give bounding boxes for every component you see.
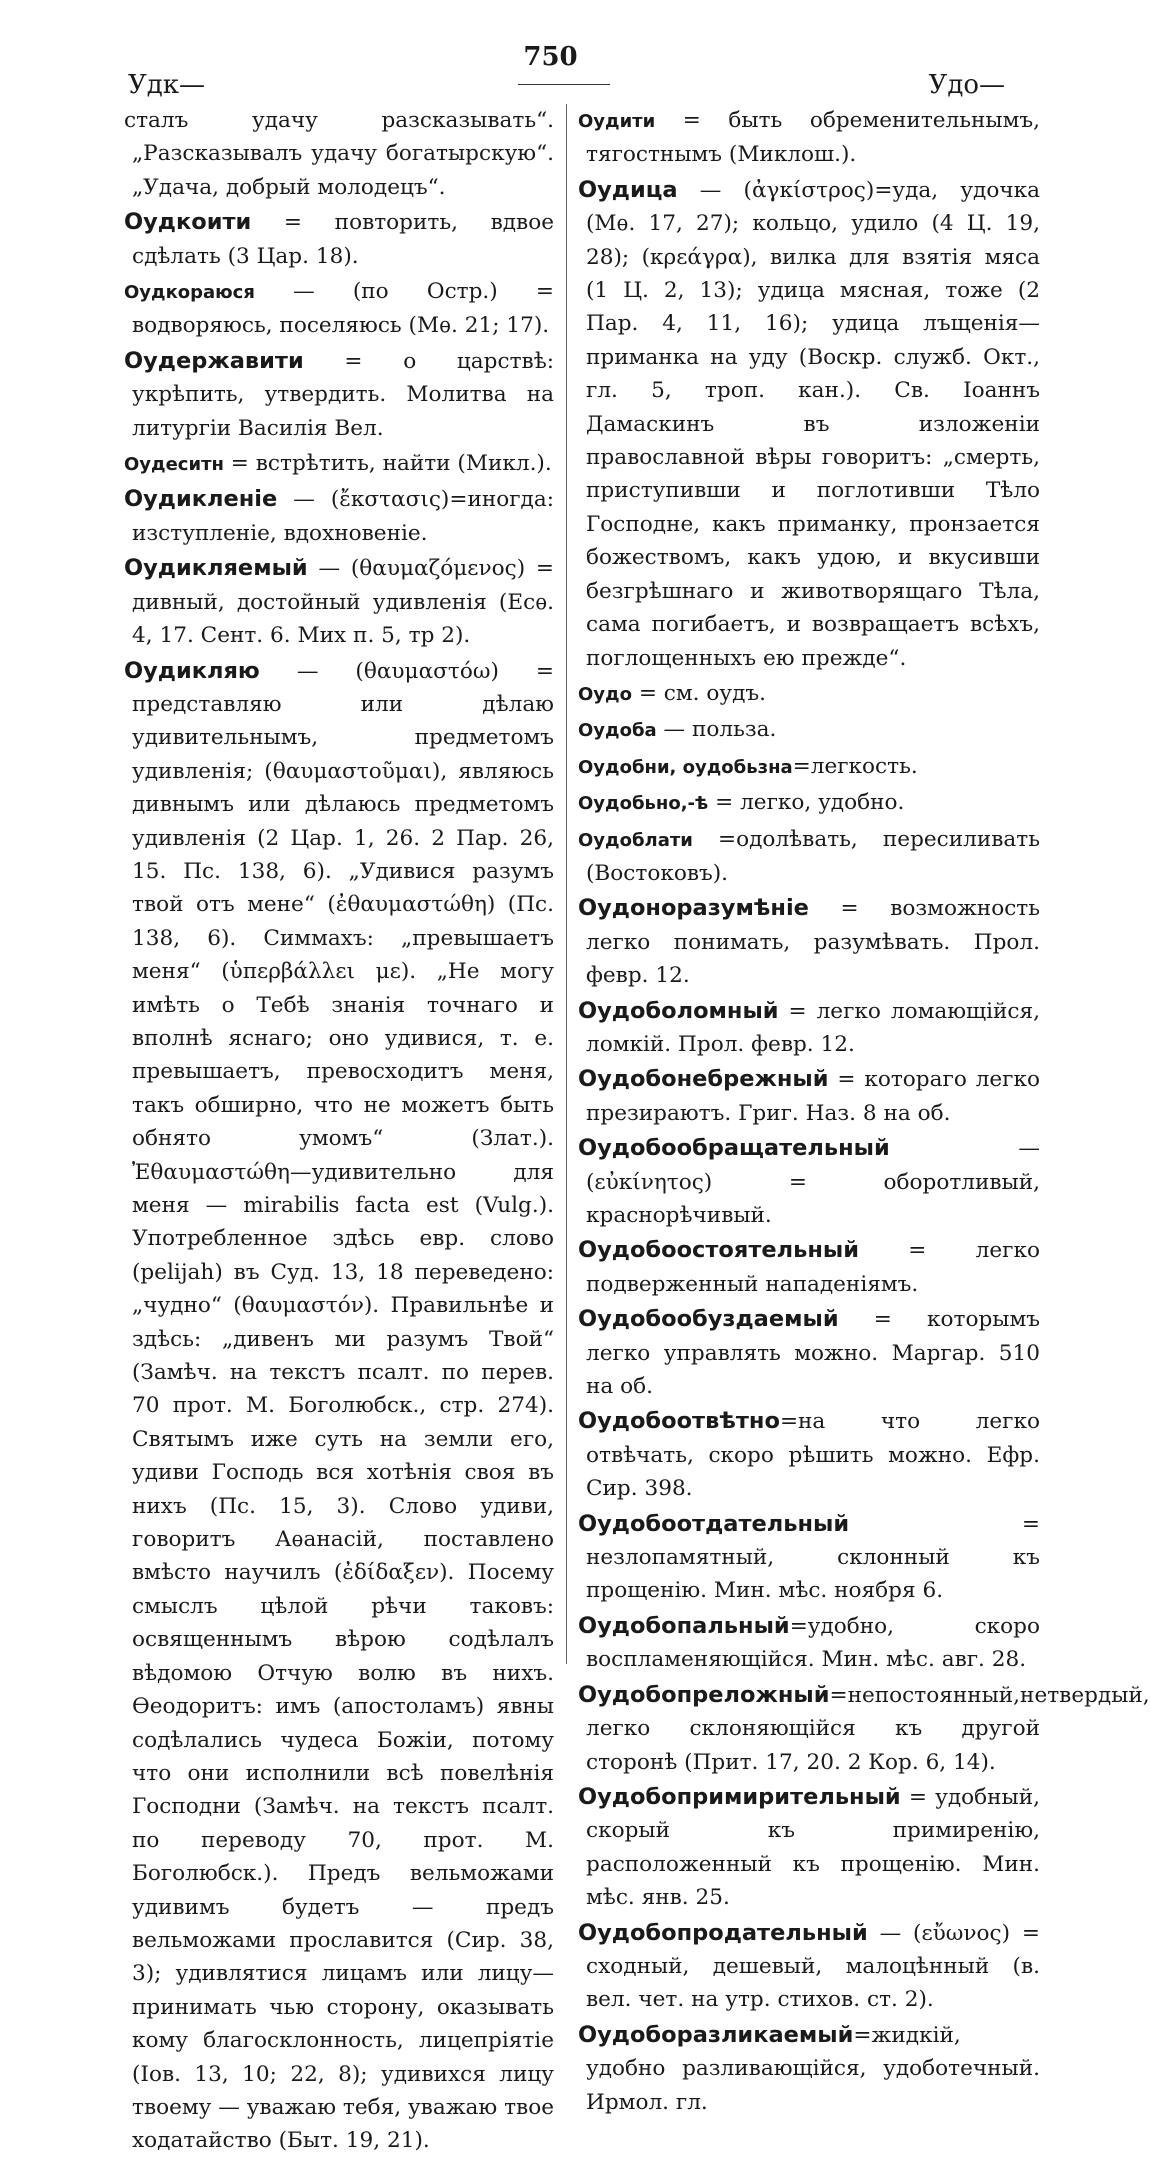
- entry-headword: Оудобообращательный: [578, 1135, 890, 1162]
- right-guide-word: Удо—: [928, 70, 1005, 100]
- entry-headword: Оудобоостоятельный: [578, 1237, 859, 1264]
- entry-headword: Оудикленіе: [124, 486, 278, 513]
- entry-headword: Оудикляю: [124, 657, 260, 684]
- entry-headword: Оудобоотвѣтно: [578, 1408, 780, 1435]
- dictionary-entry: Оудица — (ἀγκίστρος)=уда, удочка (Мѳ. 17, 27); кольцо, удило (4 Ц. 19, 28); (κρεάγρα), вилка для взятія мяса (1 Ц. 2, 13); удица мясная, тоже (2 Пар. 4, 11, 16); удица лъщенія—приманка на уду (Воскр. служб. Окт., гл. 5, троп. кан.). Св. Іоаннъ Дамаскинъ въ изложеніи православной вѣры говоритъ: „смерть, приступивши и поглотивши Тѣло Господне, какъ приманку, пронзается божествомъ, какъ удою, и вкусивши безгрѣшнаго и животворящаго Тѣла, сама погибаетъ, и возвращаетъ всѣхъ, поглощенныхъ ею прежде“.: [578, 176, 1040, 671]
- dictionary-entry: Оудикляемый — (θαυμαζόμενος) = дивный, достойный удивленія (Есѳ. 4, 17. Сент. 6. Мих п. 5, тр 2).: [124, 555, 554, 649]
- entry-headword: Оудикляемый: [124, 555, 308, 582]
- entry-headword: Оудобопреложный: [578, 1681, 830, 1708]
- entry-headword: Оудобопримирительный: [578, 1783, 901, 1810]
- dictionary-entry: Оудобонебрежный = котораго легко презираютъ. Григ. Наз. 8 на об.: [578, 1066, 1040, 1126]
- column-divider: [566, 104, 567, 1664]
- left-column: [124, 104, 554, 2160]
- entry-headword: Оудоболомный: [578, 997, 779, 1024]
- dictionary-entry: Оудобообращательный — (εὐκίνητος) = оборотливый, краснорѣчивый.: [578, 1135, 1040, 1228]
- entry-headword: Оудоборазликаемый: [578, 2021, 854, 2048]
- dictionary-entry: Оудити = быть обременительнымъ, тягостнымъ (Миклош.).: [578, 108, 1040, 168]
- entry-headword: Оудобопальный: [578, 1612, 790, 1639]
- dictionary-entry: Оудкоити = повторить, вдвое сдѣлать (3 Цар. 18).: [124, 209, 554, 269]
- entry-headword: Оудкораюся: [124, 282, 255, 304]
- dictionary-entry: Оудобоотдательный = незлопамятный, склонный къ прощенію. Мин. мѣс. ноября 6.: [578, 1510, 1040, 1604]
- entry-headword: Оудити: [578, 111, 656, 132]
- entry-headword: Оудоблати: [578, 829, 693, 851]
- dictionary-entry: Оудобоотвѣтно=на что легко отвѣчать, скоро рѣшить можно. Ефр. Сир. 398.: [578, 1408, 1040, 1502]
- dictionary-entry: Оудоболомный = легко ломающійся, ломкій. Прол. февр. 12.: [578, 997, 1040, 1057]
- entry-headword: Оудобообуздаемый: [578, 1306, 839, 1333]
- dictionary-entry: Оудикленіе — (ἔκστασις)=иногда: изступленіе, вдохновеніе.: [124, 486, 554, 546]
- dictionary-entry: Оудоборазликаемый=жидкій, удобно разливающійся, удоботечный. Ирмол. гл.: [578, 2021, 1040, 2115]
- dictionary-entry: Оудобопримирительный = удобный, скорый къ примиренію, расположенный къ прощенію. Мин. мѣс. янв. 25.: [578, 1783, 1040, 1911]
- dictionary-entry: Оудо = см. оудъ.: [578, 680, 766, 706]
- dictionary-entry: Оудикляю — (θαυμαστόω) = представляю или дѣлаю удивительнымъ, предметомъ удивленія; (θαυμαστοῦμαι), являюсь дивнымъ или дѣлаюсь предметомъ удивленія (2 Цар. 1, 26. 2 Пар. 26, 15. Пс. 138, 6). „Удивися разумъ твой отъ мене“ (ἐθαυμαστώθη) (Пс. 138, 6). Симмахъ: „превышаетъ меня“ (ὑπερβάλλει με). „Не могу имѣть о Тебѣ знанія точнаго и вполнѣ яснаго; оно удивися, т. е. превышаетъ, превосходитъ меня, такъ обширно, что не можетъ быть обнято умомъ“ (Злат.). Ἐθαυμαστώθη—удивительно для меня — mirabilis facta est (Vulg.). Употребленное здѣсь евр. слово (pelijah) въ Суд. 13, 18 переведено: „чудно“ (θαυμαστόν). Правильнѣе и здѣсь: „дивенъ ми разумъ Твой“ (Замѣч. на текстъ псалт. по перев. 70 прот. М. Боголюбск., стр. 274). Святымъ иже суть на земли его, удиви Господь вся хотѣнія своя въ нихъ (Пс. 15, 3). Слово удиви, говоритъ Аѳанасій, поставлено вмѣсто научилъ (ἐδίδαξεν). Посему смыслъ цѣлой рѣчи таковъ: освященнымъ вѣрою содѣлалъ вѣдомою Отчую волю въ нихъ. Ѳеодоритъ: имъ (апостоламъ) явны содѣлались чудеса Божіи, потому что они исполнили всѣ повелѣнія Господни (Замѣч. на текстъ псалт. по переводу 70, прот. М. Боголюбск.). Предъ вельможами удивимъ будетъ — предъ вельможами прославится (Сир. 38, 3); удивлятися лицамъ или лицу—принимать чью сторону, оказывать кому благосклонность, лицепріятіе (Іов. 13, 10; 22, 8); удивихся лицу твоему — уважаю тебя, уважаю твое ходатайство (Быт. 19, 21).: [124, 657, 554, 2154]
- entry-headword: Оудица: [578, 176, 678, 203]
- dictionary-entry: Оудержавити = о царствѣ: укрѣпить, утвердить. Молитва на литургіи Василія Вел.: [124, 347, 554, 441]
- entry-headword: Оудоноразумѣніе: [578, 895, 809, 922]
- dictionary-entry: сталъ удачу разсказывать“. „Разсказывалъ удачу богатырскую“. „Удача, добрый молодецъ“.: [124, 108, 554, 200]
- entry-headword: Оудобопродательный: [578, 1919, 868, 1946]
- entry-headword: Оудеситн: [124, 454, 224, 476]
- dictionary-entry: Оудобопальный=удобно, скоро воспламеняющійся. Мин. мѣс. авг. 28.: [578, 1612, 1040, 1673]
- entry-headword: Оудо: [578, 683, 632, 705]
- dictionary-entry: Оудобопреложный=непостоянный,нетвердый, легко склоняющійся къ другой сторонѣ (Прит. 17, 20. 2 Кор. 6, 14).: [578, 1681, 1150, 1775]
- dictionary-entry: Оудоноразумѣніе = возможность легко понимать, разумѣвать. Прол. февр. 12.: [578, 895, 1040, 989]
- entry-headword: Оудержавити: [124, 347, 304, 374]
- entry-headword: Оудобонебрежный: [578, 1066, 829, 1093]
- right-column: [578, 104, 1150, 2121]
- dictionary-entry: Оудкораюся — (по Остр.) = водворяюсь, поселяюсь (Мѳ. 21; 17).: [124, 279, 554, 339]
- page-number: 750: [523, 42, 578, 72]
- entry-headword: Оудобьно,-ѣ: [578, 793, 709, 815]
- dictionary-entry: Оудобни, оудобьзна=легкость.: [578, 753, 918, 779]
- dictionary-entry: Оудобообуздаемый = которымъ легко управлять можно. Маргар. 510 на об.: [578, 1306, 1040, 1400]
- dictionary-entry: Оудобоостоятельный = легко подверженный нападеніямъ.: [578, 1237, 1040, 1297]
- dictionary-entry: Оудобопродательный — (εὔωνος) = сходный, дешевый, малоцѣнный (в. вел. чет. на утр. стихов. ст. 2).: [578, 1919, 1040, 2013]
- header-rule: [518, 84, 610, 85]
- dictionary-entry: Оудоблати =одолѣвать, пересиливать (Востоковъ).: [578, 826, 1040, 886]
- dictionary-entry: Оудеситн = встрѣтить, найти (Микл.).: [124, 451, 552, 477]
- dictionary-entry: Оудобьно,-ѣ = легко, удобно.: [578, 790, 905, 816]
- dictionary-entry: Оудоба — польза.: [578, 717, 777, 743]
- entry-headword: Оудкоити: [124, 209, 252, 236]
- entry-headword: Оудоба: [578, 720, 657, 742]
- left-guide-word: Удк—: [128, 70, 206, 100]
- entry-headword: Оудобоотдательный: [578, 1510, 850, 1537]
- page-header: [0, 0, 1101, 110]
- entry-headword: Оудобни, оудобьзна: [578, 756, 793, 778]
